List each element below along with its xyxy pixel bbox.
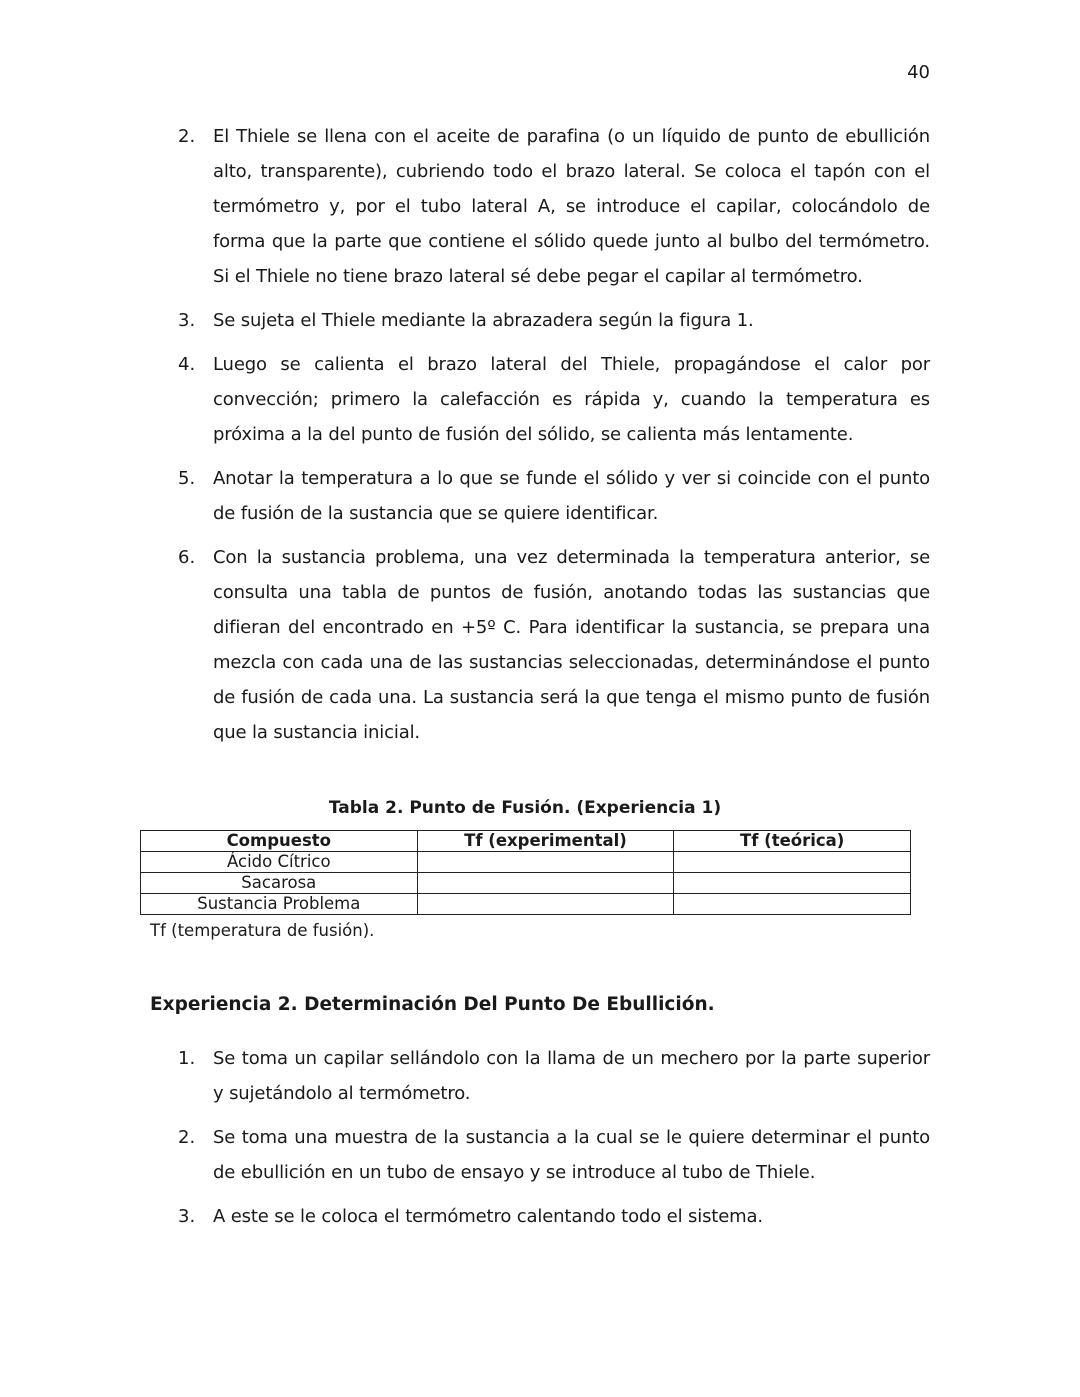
table-cell: Sacarosa <box>141 873 418 894</box>
table-cell <box>417 873 674 894</box>
list-item-text: Anotar la temperatura a lo que se funde el sólido y ver si coincide con el punto de fusión de la sustancia que se quiere identificar. <box>213 468 930 524</box>
table-footnote: Tf (temperatura de fusión). <box>150 921 375 940</box>
table-cell: Ácido Cítrico <box>141 852 418 873</box>
list-item <box>178 303 930 338</box>
table-caption: Tabla 2. Punto de Fusión. (Experiencia 1) <box>328 798 722 818</box>
table-header-tf-experimental: Tf (experimental) <box>417 831 674 852</box>
list-item <box>178 1199 930 1234</box>
list-item-text: El Thiele se llena con el aceite de parafina (o un líquido de punto de ebullición alto, transparente), cubriendo todo el brazo lateral. Se coloca el tapón con el termómetro y, por el tubo lateral A, se introduce el capilar, colocándolo de forma que la parte que contiene el sólido quede junto al bulbo del termómetro. Si el Thiele no tiene brazo lateral sé debe pegar el capilar al termómetro. <box>213 126 930 287</box>
list-item-number: 1. <box>178 1048 196 1069</box>
section-heading: Experiencia 2. Determinación Del Punto De Ebullición. <box>150 994 715 1015</box>
list-item-number: 3. <box>178 310 196 331</box>
table-cell <box>674 852 911 873</box>
list-item <box>178 1041 930 1111</box>
melting-point-table <box>140 830 911 915</box>
table-cell: Sustancia Problema <box>141 894 418 915</box>
list-item <box>178 347 930 452</box>
page-number: 40 <box>907 62 930 83</box>
list-item-number: 2. <box>178 126 196 147</box>
table-cell <box>674 873 911 894</box>
table-header-tf-teorica: Tf (teórica) <box>674 831 911 852</box>
list-item-text: Se toma un capilar sellándolo con la llama de un mechero por la parte superior y sujetándolo al termómetro. <box>213 1048 930 1104</box>
table-cell <box>417 894 674 915</box>
table-row <box>141 894 911 915</box>
list-item-number: 3. <box>178 1206 196 1227</box>
table-header-compuesto: Compuesto <box>141 831 418 852</box>
procedure-list-experiencia-2 <box>178 1041 930 1243</box>
table-row <box>141 852 911 873</box>
list-item-number: 6. <box>178 547 196 568</box>
list-item <box>178 540 930 750</box>
list-item-text: Con la sustancia problema, una vez determinada la temperatura anterior, se consulta una tabla de puntos de fusión, anotando todas las sustancias que difieran del encontrado en +5º C. Para identificar la sustancia, se prepara una mezcla con cada una de las sustancias seleccionadas, determinándose el punto de fusión de cada una. La sustancia será la que tenga el mismo punto de fusión que la sustancia inicial. <box>213 547 930 743</box>
list-item-number: 4. <box>178 354 196 375</box>
list-item-text: A este se le coloca el termómetro calentando todo el sistema. <box>213 1206 763 1227</box>
table-cell <box>674 894 911 915</box>
list-item <box>178 1120 930 1190</box>
table-row <box>141 873 911 894</box>
list-item <box>178 461 930 531</box>
list-item <box>178 119 930 294</box>
table-cell <box>417 852 674 873</box>
list-item-number: 5. <box>178 468 196 489</box>
table-header-row <box>141 831 911 852</box>
list-item-number: 2. <box>178 1127 196 1148</box>
list-item-text: Se toma una muestra de la sustancia a la cual se le quiere determinar el punto de ebullición en un tubo de ensayo y se introduce al tubo de Thiele. <box>213 1127 930 1183</box>
list-item-text: Luego se calienta el brazo lateral del Thiele, propagándose el calor por convección; primero la calefacción es rápida y, cuando la temperatura es próxima a la del punto de fusión del sólido, se calienta más lentamente. <box>213 354 930 445</box>
procedure-list-experiencia-1 <box>178 119 930 759</box>
list-item-text: Se sujeta el Thiele mediante la abrazadera según la figura 1. <box>213 310 754 331</box>
